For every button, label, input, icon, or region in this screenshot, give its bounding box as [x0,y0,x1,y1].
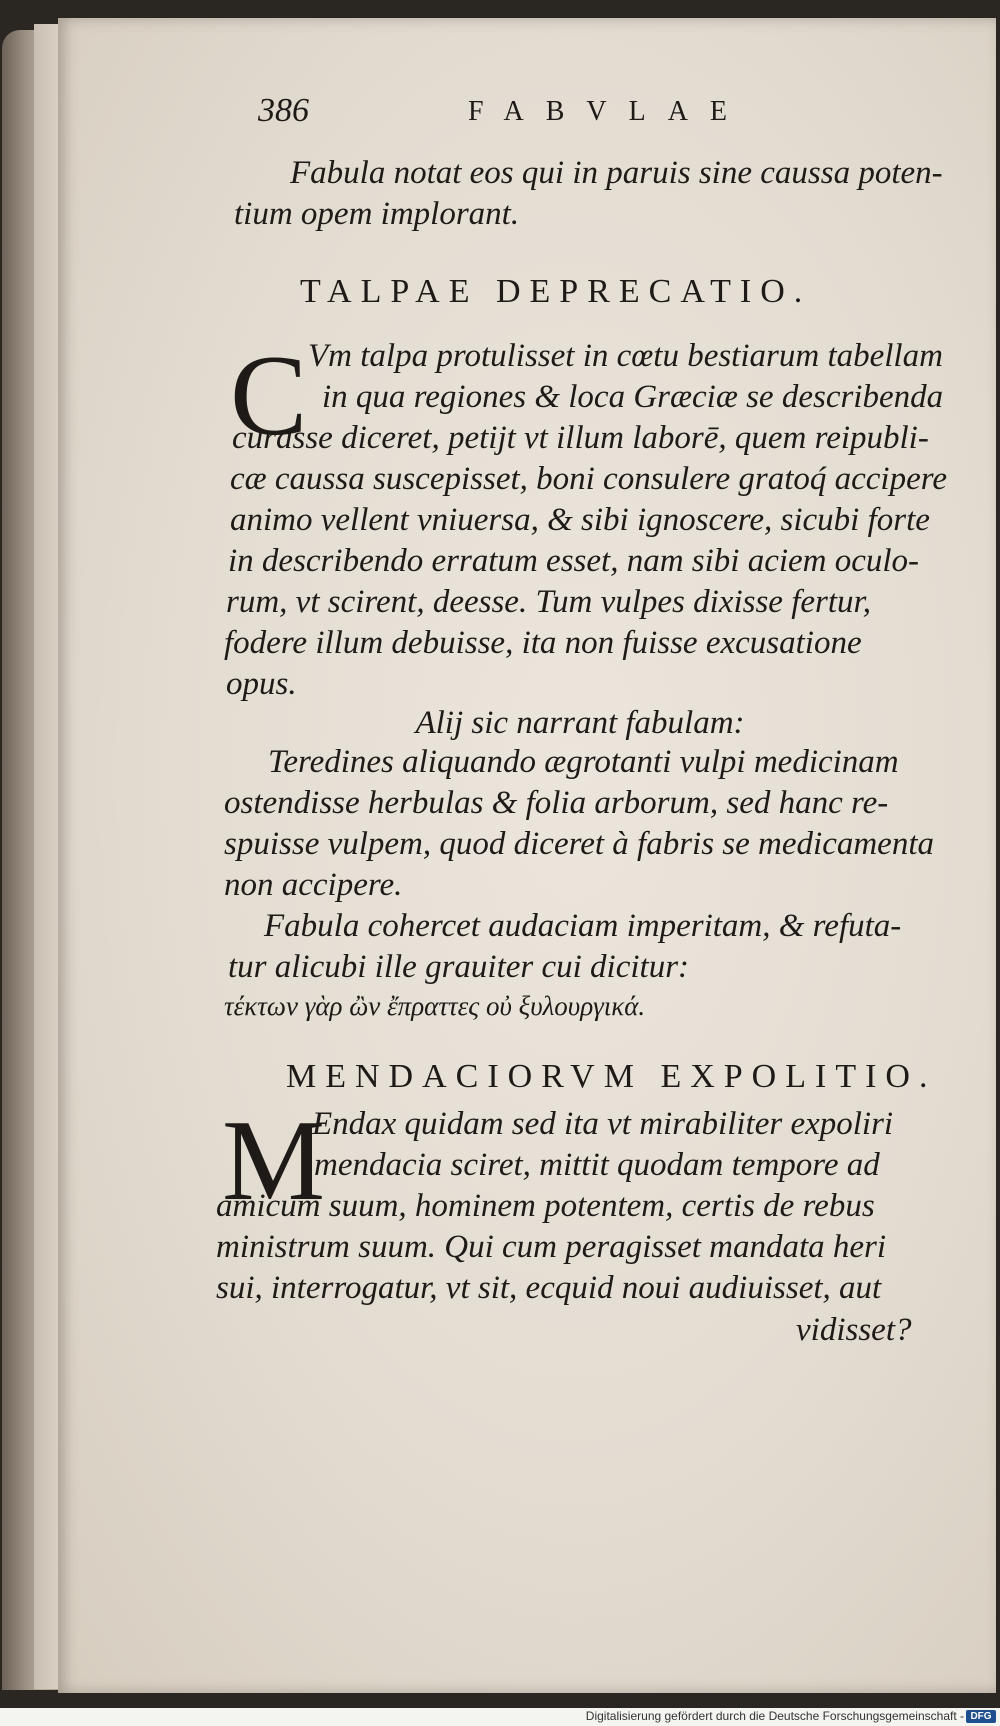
moral-line: Fabula cohercet audaciam imperitam, & refuta- [264,908,902,944]
footer-credit: Digitalisierung gefördert durch die Deutsche Forschungsgemeinschaft - [585,1709,964,1723]
dfg-logo: DFG [966,1710,996,1723]
running-title: FABVLAE [468,96,750,127]
body-line: in describendo erratum esset, nam sibi aciem oculo- [228,543,920,579]
book-page [58,18,996,1693]
alt-line: ostendisse herbulas & folia arborum, sed hanc re- [224,785,889,821]
alt-intro: Alij sic narrant fabulam: [415,705,745,741]
body-line: in qua regiones & loca Græciæ se describenda [322,379,944,415]
moral-line: tur alicubi ille grauiter cui dicitur: [228,949,690,985]
body-line: sui, interrogatur, vt sit, ecquid noui audiuisset, aut [216,1270,882,1306]
body-line: amicum suum, hominem potentem, certis de rebus [216,1188,875,1224]
body-line: mendacia sciret, mittit quodam tempore ad [314,1147,880,1183]
dropcap-c: C [230,332,308,460]
body-line: Vm talpa protulisset in cœtu bestiarum tabellam [308,338,943,374]
section-heading-mendaciorum: MENDACIORVM EXPOLITIO. [286,1058,937,1095]
top-moral-line: Fabula notat eos qui in paruis sine caussa poten- [290,155,943,191]
alt-line: non accipere. [224,867,403,903]
body-line: rum, vt scirent, deesse. Tum vulpes dixisse fertur, [226,584,871,620]
body-line: curasse diceret, petijt vt illum laborē, quem reipubli- [232,420,929,456]
catchword: vidisset? [796,1312,912,1348]
alt-line: Teredines aliquando ægrotanti vulpi medicinam [268,744,899,780]
running-head [258,92,958,136]
body-line: fodere illum debuisse, ita non fuisse excusatione [224,625,862,661]
section-heading-talpae: TALPAE DEPRECATIO. [300,273,812,310]
body-line: Endax quidam sed ita vt mirabiliter expoliri [312,1106,894,1142]
body-line: opus. [226,666,297,702]
footer-bar [0,1708,1000,1726]
greek-quote: τέκτων γὰρ ὢν ἔπραττες οὐ ξυλουργικά. [224,991,646,1021]
body-line: cæ caussa suscepisset, boni consulere gratoq́ accipere [230,461,948,497]
top-moral-line: tium opem implorant. [234,196,520,232]
alt-line: spuisse vulpem, quod diceret à fabris se medicamenta [224,826,934,862]
body-line: animo vellent vniuersa, & sibi ignoscere, sicubi forte [230,502,930,538]
dropcap-m: M [222,1097,326,1225]
page-number: 386 [258,92,309,129]
body-line: ministrum suum. Qui cum peragisset mandata heri [216,1229,887,1265]
